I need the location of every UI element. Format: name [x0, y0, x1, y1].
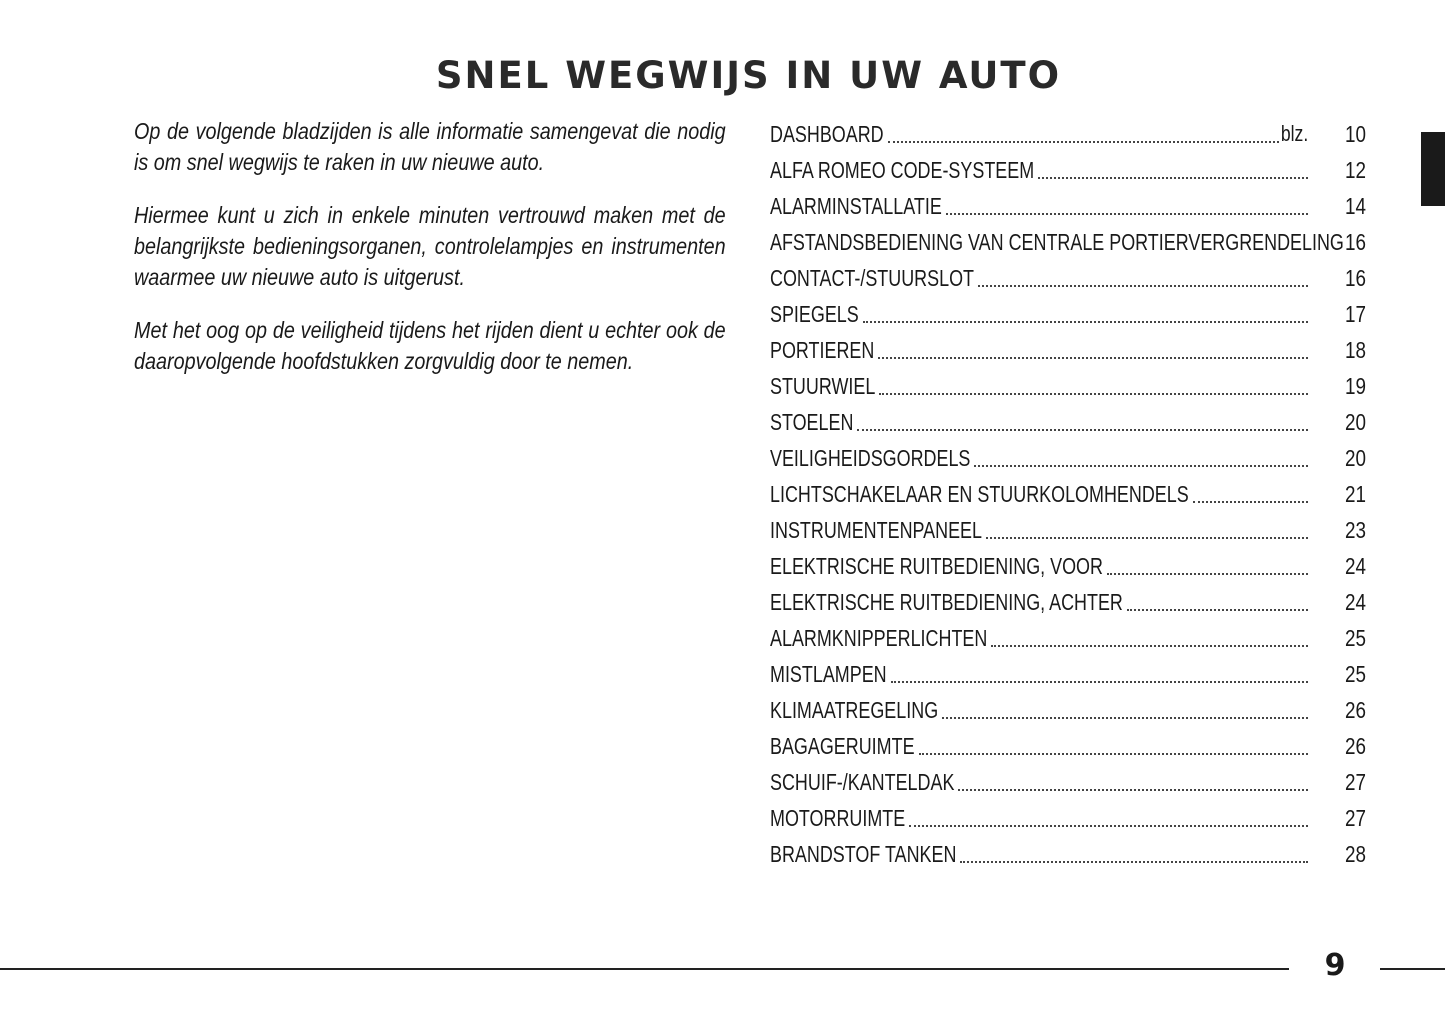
toc-entry[interactable]	[770, 188, 1366, 224]
toc-entry-page: 27	[1345, 769, 1366, 795]
toc-entry[interactable]	[770, 440, 1366, 476]
toc-entry[interactable]	[770, 224, 1366, 260]
toc-dot-leader	[958, 789, 1308, 791]
toc-page-suffix: blz.	[1281, 116, 1308, 152]
toc-dot-leader	[991, 645, 1308, 647]
toc-entry[interactable]	[770, 332, 1366, 368]
toc-dot-leader	[974, 465, 1308, 467]
toc-entry-label: INSTRUMENTENPANEEL	[770, 517, 982, 543]
toc-entry[interactable]	[770, 656, 1366, 692]
toc-entry-page: 19	[1345, 373, 1366, 399]
intro-paragraph: Op de volgende bladzijden is alle informatie samengevat die nodig is om snel wegwijs te raken in uw nieuwe auto.	[134, 118, 726, 175]
toc-entry-label: VEILIGHEIDSGORDELS	[770, 445, 971, 471]
toc-entry-label: CONTACT-/STUURSLOT	[770, 265, 974, 291]
toc-dot-leader	[960, 861, 1308, 863]
toc-dot-leader	[978, 285, 1308, 287]
toc-entry[interactable]	[770, 548, 1366, 584]
toc-entry-page: 12	[1345, 157, 1366, 183]
toc-entry-page: 25	[1345, 661, 1366, 687]
toc-entry[interactable]	[770, 260, 1366, 296]
toc-dot-leader	[942, 717, 1308, 719]
toc-entry-page: 28	[1345, 841, 1366, 867]
toc-entry-label: MOTORRUIMTE	[770, 805, 906, 831]
toc-entry-label: SPIEGELS	[770, 301, 859, 327]
toc-dot-leader	[1038, 177, 1308, 179]
toc-entry-label: ELEKTRISCHE RUITBEDIENING, ACHTER	[770, 589, 1123, 615]
intro-text	[134, 116, 726, 399]
toc-entry[interactable]	[770, 116, 1366, 152]
toc-dot-leader	[1193, 501, 1308, 503]
section-tab-marker	[1421, 132, 1445, 206]
toc-entry[interactable]	[770, 728, 1366, 764]
toc-entry-page: 26	[1345, 733, 1366, 759]
toc-entry[interactable]	[770, 296, 1366, 332]
toc-entry-page: 25	[1345, 625, 1366, 651]
intro-paragraph: Hiermee kunt u zich in enkele minuten vertrouwd maken met de belangrijkste bedieningsorganen, controlelampjes en instrumenten waarmee uw nieuwe auto is uitgerust.	[134, 202, 726, 290]
toc-dot-leader	[986, 537, 1308, 539]
toc-dot-leader	[857, 429, 1308, 431]
toc-dot-leader	[919, 753, 1308, 755]
toc-entry[interactable]	[770, 692, 1366, 728]
toc-entry-page: 24	[1345, 553, 1366, 579]
toc-entry-label: KLIMAATREGELING	[770, 697, 939, 723]
toc-entry-label: STUURWIEL	[770, 373, 876, 399]
toc-entry-page: 10	[1345, 121, 1366, 147]
toc-dot-leader	[888, 141, 1279, 143]
toc-entry-page: 21	[1345, 481, 1366, 507]
toc-entry[interactable]	[770, 512, 1366, 548]
toc-entry-label: MISTLAMPEN	[770, 661, 887, 687]
toc-dot-leader	[879, 393, 1308, 395]
toc-entry-page: 16	[1345, 265, 1366, 291]
toc-entry-label: ALARMKNIPPERLICHTEN	[770, 625, 988, 651]
toc-entry-label: ALARMINSTALLATIE	[770, 193, 942, 219]
toc-entry-label: BRANDSTOF TANKEN	[770, 841, 957, 867]
toc-entry[interactable]	[770, 152, 1366, 188]
toc-entry-page: 17	[1345, 301, 1366, 327]
toc-entry[interactable]	[770, 836, 1366, 872]
toc-entry-label: BAGAGERUIMTE	[770, 733, 915, 759]
toc-dot-leader	[909, 825, 1308, 827]
toc-dot-leader	[946, 213, 1308, 215]
toc-entry-label: ELEKTRISCHE RUITBEDIENING, VOOR	[770, 553, 1103, 579]
toc-entry-page: 20	[1345, 409, 1366, 435]
toc-entry[interactable]	[770, 800, 1366, 836]
toc-dot-leader	[863, 321, 1308, 323]
toc-entry[interactable]	[770, 368, 1366, 404]
footer-rule	[1380, 968, 1445, 970]
toc-entry-label: AFSTANDSBEDIENING VAN CENTRALE PORTIERVERGRENDELING	[770, 229, 1344, 255]
toc-entry-page: 27	[1345, 805, 1366, 831]
toc-entry-label: PORTIEREN	[770, 337, 875, 363]
intro-paragraph: Met het oog op de veiligheid tijdens het rijden dient u echter ook de daaropvolgende hoofdstukken zorgvuldig door te nemen.	[134, 317, 726, 374]
table-of-contents	[770, 116, 1366, 872]
toc-entry-label: SCHUIF-/KANTELDAK	[770, 769, 955, 795]
toc-entry[interactable]	[770, 476, 1366, 512]
toc-dot-leader	[1107, 573, 1308, 575]
toc-dot-leader	[1127, 609, 1308, 611]
toc-entry[interactable]	[770, 620, 1366, 656]
toc-entry-page: 16	[1345, 229, 1366, 255]
toc-dot-leader	[878, 357, 1308, 359]
page-title: SNEL WEGWIJS IN UW AUTO	[435, 54, 1062, 97]
toc-entry-page: 24	[1345, 589, 1366, 615]
toc-entry-page: 20	[1345, 445, 1366, 471]
toc-entry-page: 23	[1345, 517, 1366, 543]
toc-entry-label: STOELEN	[770, 409, 854, 435]
toc-entry[interactable]	[770, 764, 1366, 800]
toc-dot-leader	[891, 681, 1308, 683]
footer-rule	[0, 968, 1289, 970]
toc-entry-page: 26	[1345, 697, 1366, 723]
toc-entry-label: ALFA ROMEO CODE-SYSTEEM	[770, 157, 1035, 183]
toc-entry[interactable]	[770, 584, 1366, 620]
page-number: 9	[1324, 948, 1346, 983]
toc-entry[interactable]	[770, 404, 1366, 440]
toc-entry-label: DASHBOARD	[770, 121, 884, 147]
toc-entry-page: 18	[1345, 337, 1366, 363]
toc-entry-page: 14	[1345, 193, 1366, 219]
toc-entry-label: LICHTSCHAKELAAR EN STUURKOLOMHENDELS	[770, 481, 1189, 507]
